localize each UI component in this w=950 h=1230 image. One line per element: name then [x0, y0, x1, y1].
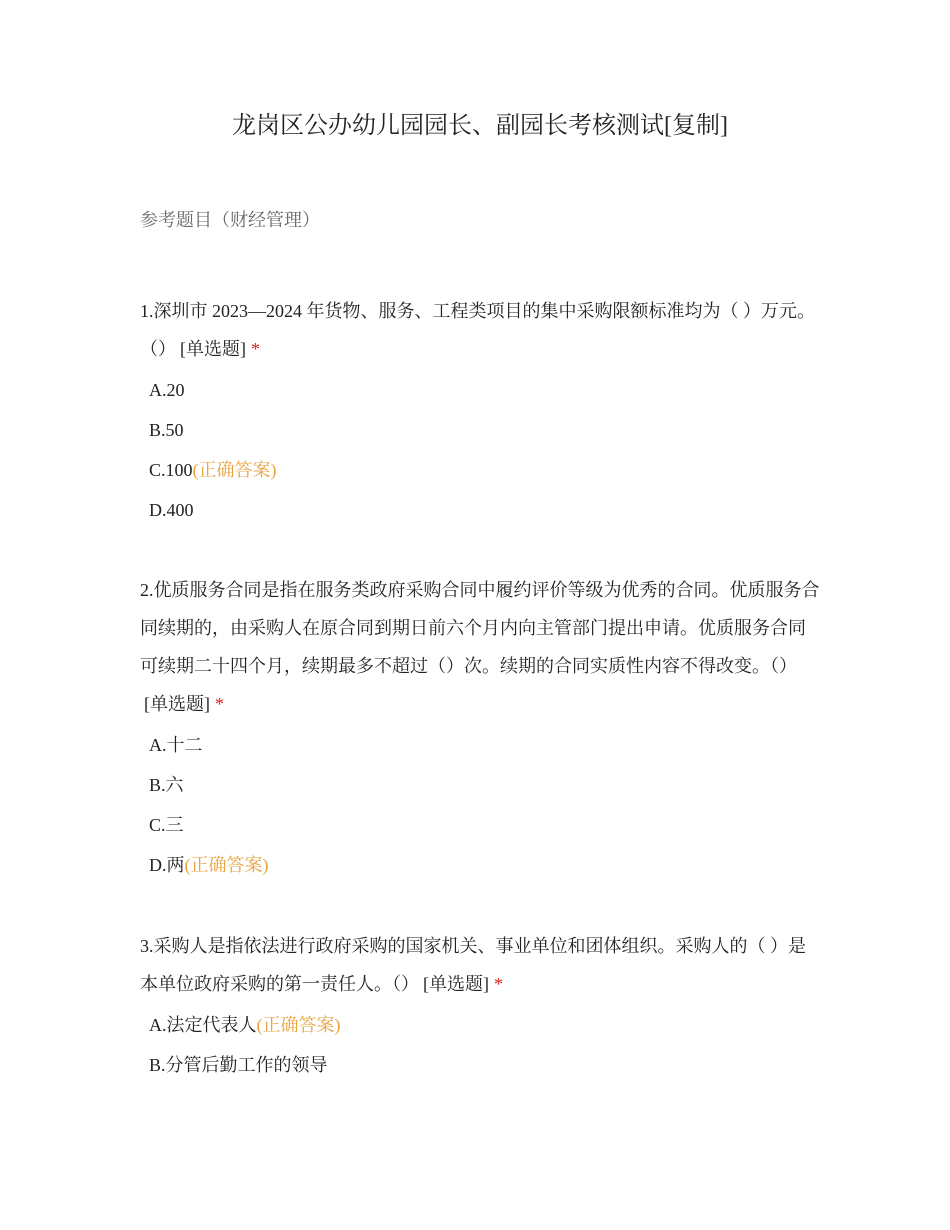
correct-answer-tag: (正确答案) — [184, 855, 269, 875]
option-c — [149, 805, 820, 845]
question-1 — [140, 292, 820, 530]
option-b — [149, 765, 820, 805]
option-a — [149, 370, 820, 410]
option-d — [149, 845, 820, 885]
required-mark: * — [215, 694, 224, 714]
option-b — [149, 410, 820, 450]
question-stem — [140, 571, 820, 723]
page-title: 龙岗区公办幼儿园园长、副园长考核测试[复制] — [232, 113, 728, 139]
question-2 — [140, 571, 820, 885]
section-label: 参考题目（财经管理） — [140, 210, 320, 230]
option-text: B.50 — [149, 420, 184, 440]
option-a — [149, 725, 820, 765]
option-d — [149, 490, 820, 530]
question-type-label: [单选题] — [144, 694, 210, 714]
option-text: A.十二 — [149, 735, 203, 755]
correct-answer-tag: (正确答案) — [256, 1015, 341, 1035]
question-stem — [140, 292, 820, 368]
question-text: 2.优质服务合同是指在服务类政府采购合同中履约评价等级为优秀的合同。优质服务合同续期的，由采购人在原合同到期日前六个月内向主管部门提出申请。优质服务合同可续期二十四个月，续期最多不超过（）次。续期的合同实质性内容不得改变。（） — [140, 580, 820, 676]
question-text: 1.深圳市 2023—2024 年货物、服务、工程类项目的集中采购限额标准均为（ ）万元。（） — [140, 301, 815, 359]
option-c — [149, 450, 820, 490]
question-stem — [140, 927, 820, 1003]
question-3 — [140, 927, 820, 1085]
option-text: B.分管后勤工作的领导 — [149, 1055, 328, 1075]
question-text: 3.采购人是指依法进行政府采购的国家机关、事业单位和团体组织。采购人的（ ）是本单位政府采购的第一责任人。（） — [140, 936, 806, 994]
option-text: D.两 — [149, 855, 185, 875]
option-list — [140, 725, 820, 885]
option-text: B.六 — [149, 775, 184, 795]
option-text: C.100 — [149, 460, 193, 480]
required-mark: * — [494, 974, 503, 994]
option-text: A.20 — [149, 380, 185, 400]
option-a — [149, 1005, 820, 1045]
option-text: D.400 — [149, 500, 194, 520]
option-text: C.三 — [149, 815, 184, 835]
option-list — [140, 370, 820, 530]
option-b — [149, 1045, 820, 1085]
required-mark: * — [251, 339, 260, 359]
option-text: A.法定代表人 — [149, 1015, 257, 1035]
question-type-label: [单选题] — [423, 974, 489, 994]
correct-answer-tag: (正确答案) — [192, 460, 277, 480]
option-list — [140, 1005, 820, 1085]
question-type-label: [单选题] — [180, 339, 246, 359]
